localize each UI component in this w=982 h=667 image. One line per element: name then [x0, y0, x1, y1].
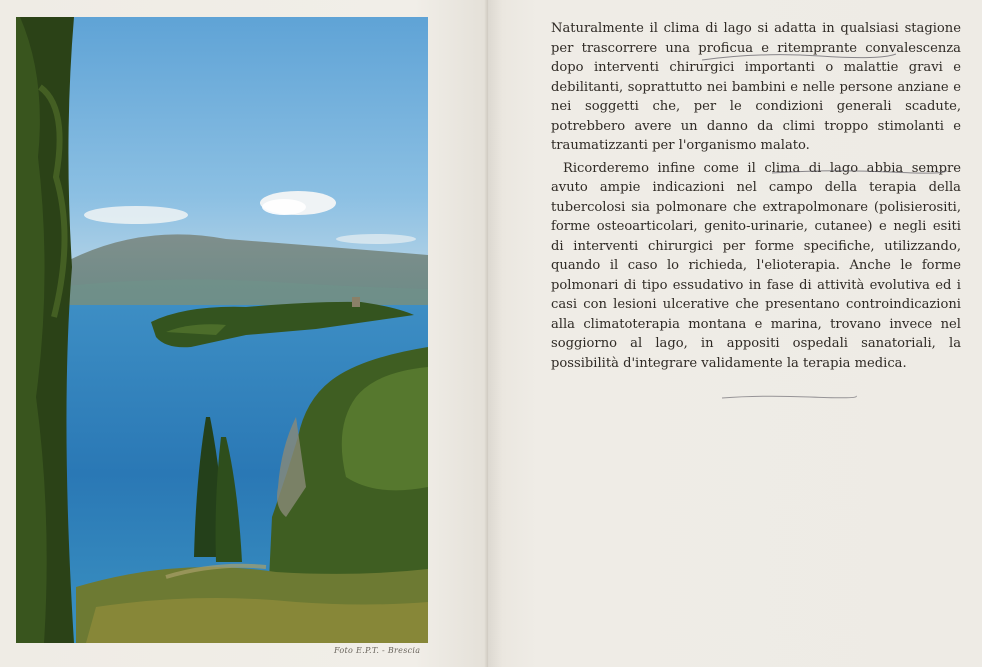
lake-photo	[16, 17, 428, 643]
photo-caption: Foto E.P.T. - Brescia	[334, 646, 421, 655]
lake-landscape-image	[16, 17, 428, 643]
paragraph-convalescenza: Naturalmente il clima di lago si adatta in qualsiasi stagione per trascorrere una proficua e ritemprante convalescenza dopo interventi chirurgici importanti o malattie gravi e debilitanti, soprattutto nei bambini e nelle persone anziane e nei soggetti che, per le condizioni generali scadute, potrebbero avere un danno da climi troppo stimolanti e traumatizzanti per l'organismo malato.	[551, 21, 961, 153]
body-text	[551, 19, 961, 373]
left-page	[0, 0, 488, 667]
paragraph-tubercolosi: Ricorderemo infine come il clima di lago abbia sempre avuto ampie indicazioni nel campo della terapia della tubercolosi sia polmonare che extrapolmonare (polisierositi, forme osteoarticolari, genito-urinarie, cutanee) e negli esiti di interventi chirurgici per forme specifiche, utilizzando, quando il caso lo richieda, l'elioterapia. Anche le forme polmonari di tipo essudativo in fase di attività evolutiva ed i casi con lesioni ulcerative che presentano controindicazioni alla climatoterapia montana e marina, trovano invece nel soggiorno al lago, in appositi ospedali sanatoriali, la possibilità d'integrare validamente la terapia medica.	[551, 160, 961, 371]
